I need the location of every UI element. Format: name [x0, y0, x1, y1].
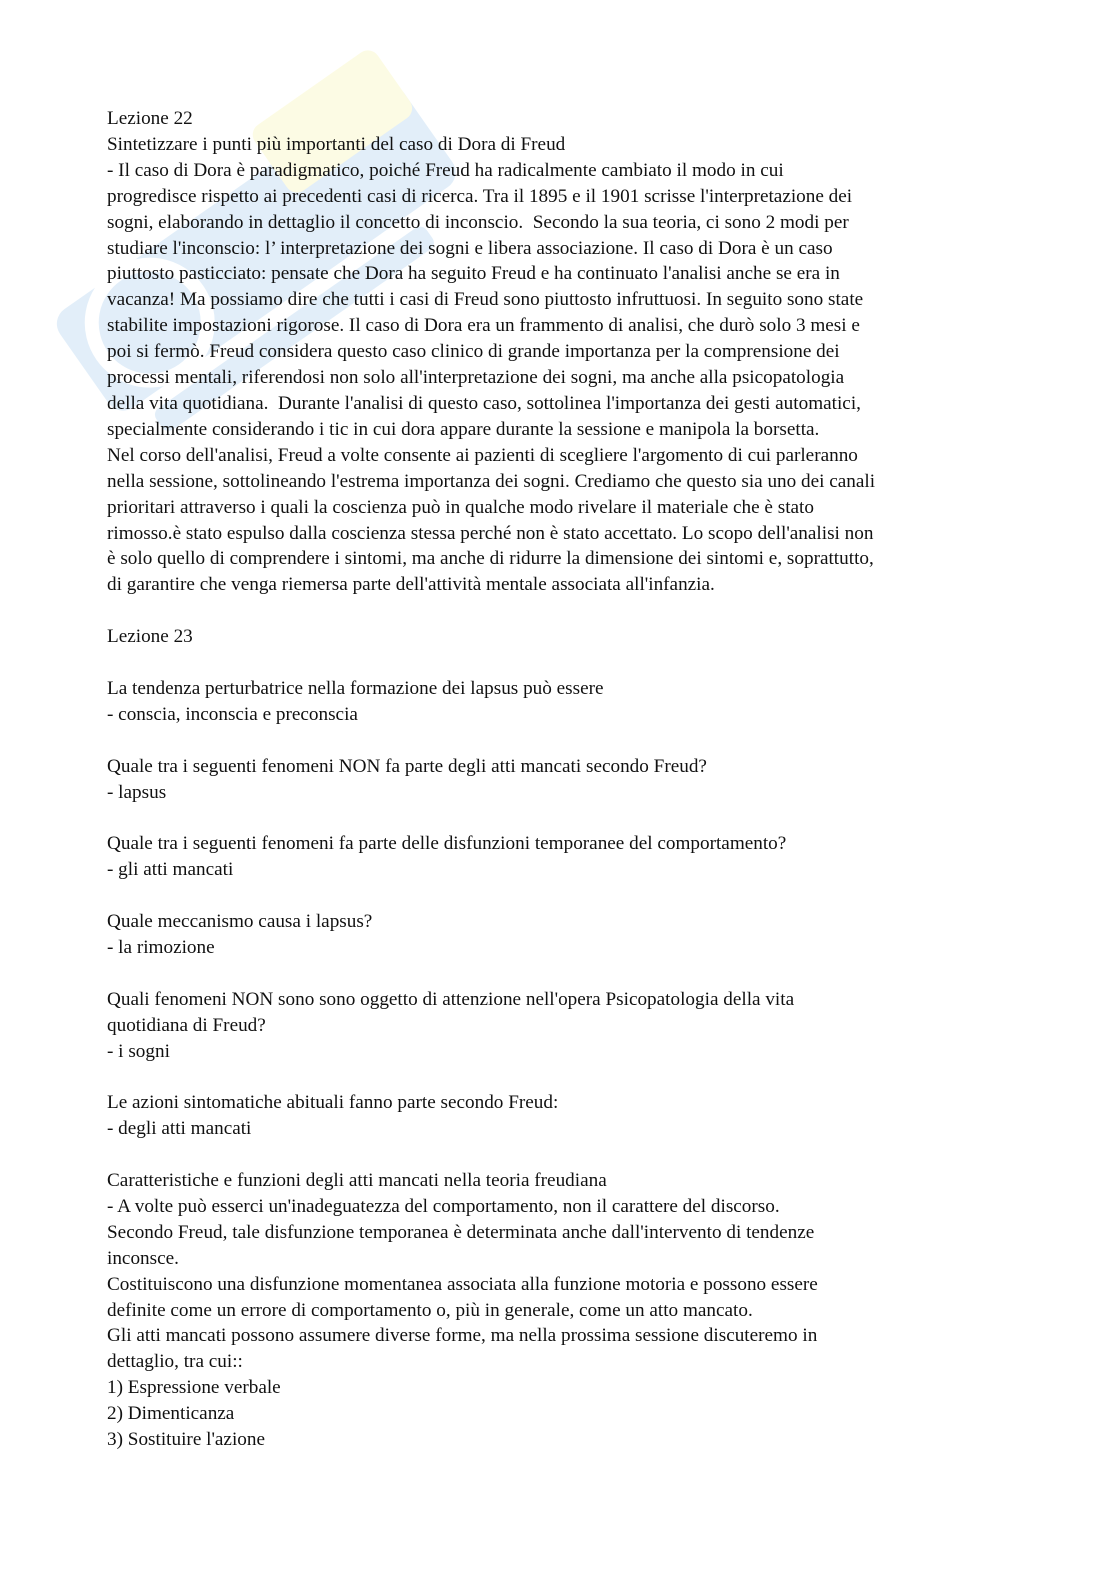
question-line: Quali fenomeni NON sono sono oggetto di attenzione nell'opera Psicopatologia della vita	[107, 988, 795, 1010]
document-page	[107, 106, 1007, 1453]
text-line: studiare l'inconscio: l’ interpretazione dei sogni e libera associazione. Il caso di Dora è un caso	[107, 237, 833, 259]
question-line: Quale tra i seguenti fenomeni NON fa parte degli atti mancati secondo Freud?	[107, 755, 707, 777]
list-item: 2) Dimenticanza	[107, 1403, 235, 1425]
text-line: specialmente considerando i tic in cui dora appare durante la sessione e manipola la borsetta.	[107, 418, 820, 440]
spacer	[107, 1064, 1007, 1090]
text-line: - Il caso di Dora è paradigmatico, poiché Freud ha radicalmente cambiato il modo in cui	[107, 159, 784, 181]
answer-line: - gli atti mancati	[107, 859, 234, 881]
spacer	[107, 883, 1007, 909]
answer-line: - degli atti mancati	[107, 1118, 252, 1140]
text-line: Sintetizzare i punti più importanti del caso di Dora di Freud	[107, 133, 566, 155]
answer-line: dettaglio, tra cui::	[107, 1351, 243, 1373]
answer-line: - la rimozione	[107, 936, 215, 958]
text-line: Nel corso dell'analisi, Freud a volte consente ai pazienti di scegliere l'argomento di cui parleranno	[107, 444, 858, 466]
list-item: 1) Espressione verbale	[107, 1377, 281, 1399]
text-line: stabilite impostazioni rigorose. Il caso di Dora era un frammento di analisi, che durò solo 3 mesi e	[107, 315, 860, 337]
list-item: 3) Sostituire l'azione	[107, 1429, 265, 1451]
spacer	[107, 650, 1007, 676]
answer-line: - lapsus	[107, 781, 167, 803]
text-line: è solo quello di comprendere i sintomi, ma anche di ridurre la dimensione dei sintomi e, soprattutto,	[107, 548, 874, 570]
question-line: Le azioni sintomatiche abituali fanno parte secondo Freud:	[107, 1092, 559, 1114]
text-line: processi mentali, riferendosi non solo all'interpretazione dei sogni, ma anche alla psicopatologia	[107, 367, 845, 389]
spacer	[107, 805, 1007, 831]
spacer	[107, 1142, 1007, 1168]
answer-line: definite come un errore di comportamento o, più in generale, come un atto mancato.	[107, 1299, 753, 1321]
section-title: Lezione 23	[107, 626, 193, 648]
text-line: poi si fermò. Freud considera questo caso clinico di grande importanza per la comprensione dei	[107, 341, 840, 363]
spacer	[107, 598, 1007, 624]
question-line: quotidiana di Freud?	[107, 1014, 266, 1036]
answer-line: Costituiscono una disfunzione momentanea associata alla funzione motoria e possono essere	[107, 1273, 818, 1295]
text-line: di garantire che venga riemersa parte dell'attività mentale associata all'infanzia.	[107, 574, 715, 596]
text-line: progredisce rispetto ai precedenti casi di ricerca. Tra il 1895 e il 1901 scrisse l'interpretazione dei	[107, 185, 853, 207]
text-line: nella sessione, sottolineando l'estrema importanza dei sogni. Crediamo che questo sia uno dei canali	[107, 470, 876, 492]
text-line: piuttosto pasticciato: pensate che Dora ha seguito Freud e ha continuato l'analisi anche se era in	[107, 263, 840, 285]
answer-line: Secondo Freud, tale disfunzione temporanea è determinata anche dall'intervento di tendenze	[107, 1221, 815, 1243]
question-line: Caratteristiche e funzioni degli atti mancati nella teoria freudiana	[107, 1170, 607, 1192]
question-line: La tendenza perturbatrice nella formazione dei lapsus può essere	[107, 677, 604, 699]
answer-line: - i sogni	[107, 1040, 170, 1062]
answer-line: - A volte può esserci un'inadeguatezza del comportamento, non il carattere del discorso.	[107, 1195, 780, 1217]
question-line: Quale tra i seguenti fenomeni fa parte delle disfunzioni temporanee del comportamento?	[107, 833, 787, 855]
text-line: della vita quotidiana. Durante l'analisi di questo caso, sottolinea l'importanza dei gesti automatici,	[107, 392, 861, 414]
answer-line: - conscia, inconscia e preconscia	[107, 703, 358, 725]
spacer	[107, 728, 1007, 754]
spacer	[107, 961, 1007, 987]
section-title: Lezione 22	[107, 108, 193, 129]
answer-line: inconsce.	[107, 1247, 179, 1269]
answer-line: Gli atti mancati possono assumere diverse forme, ma nella prossima sessione discuteremo in	[107, 1325, 818, 1347]
text-line: rimosso.è stato espulso dalla coscienza stessa perché non è stato accettato. Lo scopo dell'analisi non	[107, 522, 874, 544]
text-line: sogni, elaborando in dettaglio il concetto di inconscio. Secondo la sua teoria, ci sono 2 modi per	[107, 211, 849, 233]
text-line: prioritari attraverso i quali la coscienza può in qualche modo rivelare il materiale che è stato	[107, 496, 814, 518]
text-line: vacanza! Ma possiamo dire che tutti i casi di Freud sono piuttosto infruttuosi. In seguito sono state	[107, 289, 864, 311]
question-line: Quale meccanismo causa i lapsus?	[107, 911, 373, 933]
